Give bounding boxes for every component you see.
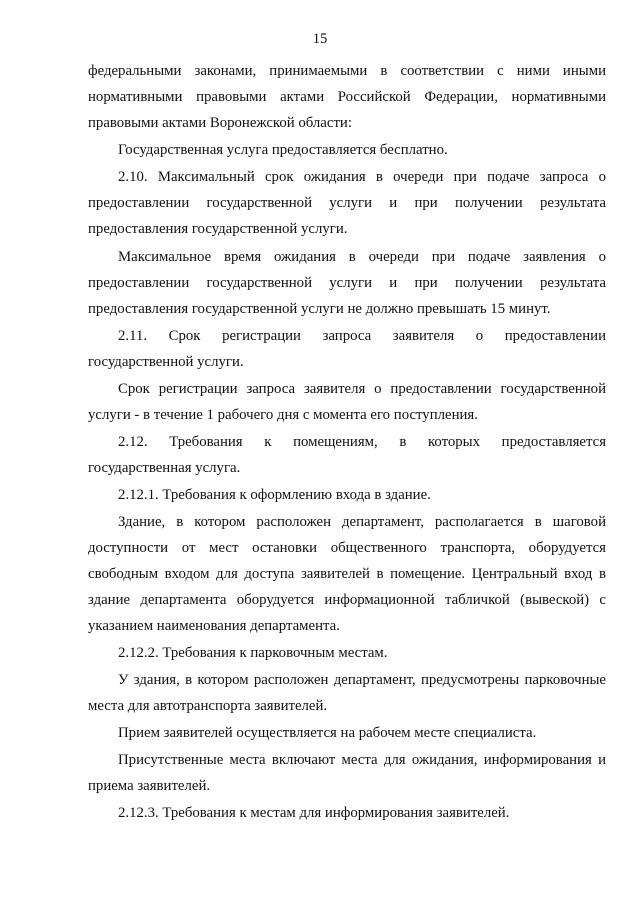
- text-line: 2.12.2. Требования к парковочным местам.: [118, 645, 388, 661]
- page-number: 15: [312, 31, 328, 47]
- text-line: Максимальное время ожидания в очереди при подаче заявления о: [118, 249, 606, 265]
- text-line: Здание, в котором расположен департамент, располагается в шаговой: [118, 514, 606, 530]
- text-line: предоставлении государственной услуги и при получении результата: [88, 275, 606, 291]
- text-line: свободным входом для доступа заявителей в помещение. Центральный вход в: [88, 566, 606, 582]
- text-line: приема заявителей.: [88, 778, 211, 794]
- text-line: 2.10. Максимальный срок ожидания в очереди при подаче запроса о: [118, 169, 606, 185]
- text-line: правовыми актами Воронежской области:: [88, 115, 352, 131]
- text-line: Срок регистрации запроса заявителя о предоставлении государственной: [118, 381, 606, 397]
- text-line: здание департамента оборудуется информационной табличкой (вывеской) с: [88, 592, 606, 608]
- text-line: нормативными правовыми актами Российской Федерации, нормативными: [88, 89, 606, 105]
- text-line: указанием наименования департамента.: [88, 618, 340, 634]
- text-line: места для автотранспорта заявителей.: [88, 698, 328, 714]
- text-line: предоставлении государственной услуги и при получении результата: [88, 195, 606, 211]
- text-line: предоставления государственной услуги не должно превышать 15 минут.: [88, 301, 551, 317]
- text-line: государственная услуга.: [88, 460, 241, 476]
- text-line: У здания, в котором расположен департамент, предусмотрены парковочные: [118, 672, 606, 688]
- text-line: 2.11. Срок регистрации запроса заявителя о предоставлении: [118, 328, 606, 344]
- text-line: предоставления государственной услуги.: [88, 221, 348, 237]
- text-line: 2.12.3. Требования к местам для информирования заявителей.: [118, 805, 510, 821]
- text-line: государственной услуги.: [88, 354, 244, 370]
- text-line: Присутственные места включают места для ожидания, информирования и: [118, 752, 606, 768]
- text-line: доступности от мест остановки общественного транспорта, оборудуется: [88, 540, 606, 556]
- text-line: 2.12.1. Требования к оформлению входа в здание.: [118, 487, 431, 503]
- text-line: услуги - в течение 1 рабочего дня с момента его поступления.: [88, 407, 478, 423]
- text-line: 2.12. Требования к помещениям, в которых предоставляется: [118, 434, 606, 450]
- text-line: Государственная услуга предоставляется бесплатно.: [118, 142, 448, 158]
- text-line: федеральными законами, принимаемыми в соответствии с ними иными: [88, 63, 606, 79]
- text-line: Прием заявителей осуществляется на рабочем месте специалиста.: [118, 725, 537, 741]
